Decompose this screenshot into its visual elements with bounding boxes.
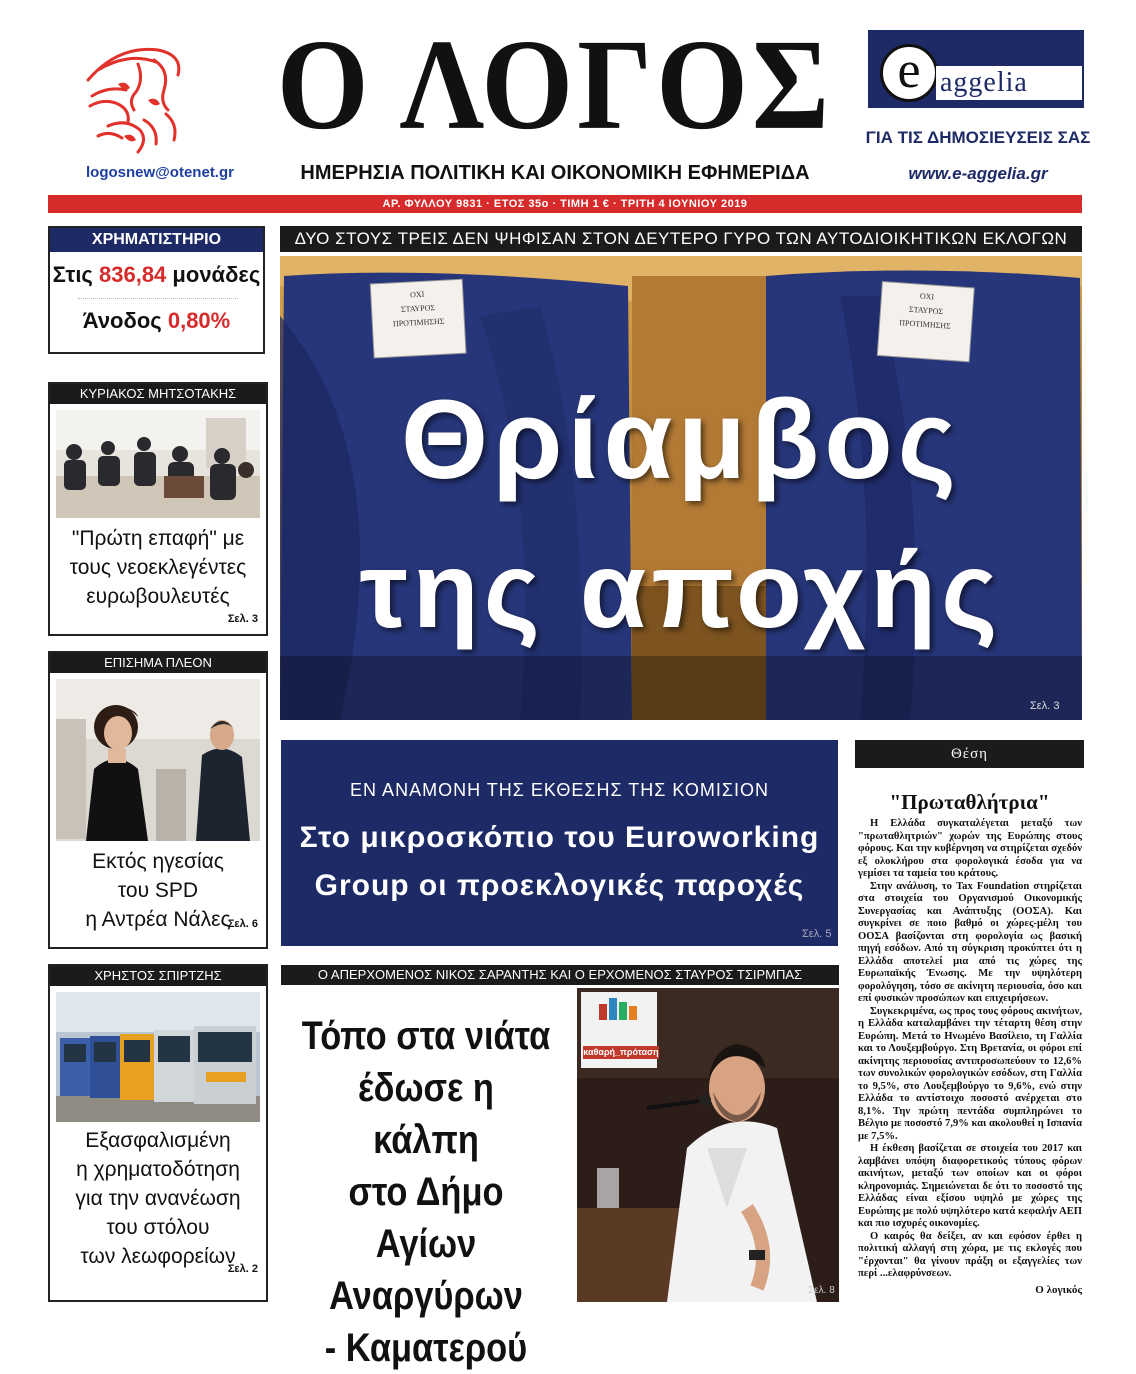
booth-sign-right-line-1: ΟΧΙ: [919, 291, 935, 302]
stock-index-value: 836,84: [99, 262, 167, 287]
stock-index-line: [50, 262, 263, 288]
eaggelia-url[interactable]: www.e-aggelia.gr: [908, 164, 1048, 183]
opinion-paragraph-2: Στην ανάλυση, το Tax Foundation στηρίζεται στα στοιχεία του Οργανισμού Οικονομικής Συνεργασίας και Ανάπτυξης (ΟΟΣΑ). Και συγκρίνει σε ποιο βαθμό οι χώρες-μέλη του ΟΟΣΑ βασίζονται στη φορολογία ως βασική πηγή εσόδων. Από τη σύγκριση προκύπτει ότι η Ελλάδα αποτελεί μια από τις χώρες της Ευρωπαϊκής Ένωσης. Με την υψηλότερη φορολόγηση, τόσο σε ακίνητη περιουσία, όσο και επί φυσικών προσώπων και επιχειρήσεων.: [858, 880, 1082, 1004]
sidebar-story-2-title-line-2: του SPD: [117, 879, 199, 902]
campaign-banner-text: καθαρή_πρόταση: [583, 1047, 659, 1057]
booth-sign-left: [371, 286, 465, 333]
main-kicker: ΔΥΟ ΣΤΟΥΣ ΤΡΕΙΣ ΔΕΝ ΨΗΦΙΣΑΝ ΣΤΟΝ ΔΕΥΤΕΡΟ ΓΥΡΟ ΤΩΝ ΑΥΤΟΔΙΟΙΚΗΤΙΚΩΝ ΕΚΛΟΓΩΝ: [294, 229, 1068, 248]
stock-index-suffix: μονάδες: [172, 262, 261, 287]
opinion-signature: Ο λογικός: [1035, 1284, 1082, 1296]
opinion-title[interactable]: "Πρωταθλήτρια": [889, 790, 1050, 814]
sidebar-story-1-page: Σελ. 3: [227, 613, 258, 625]
euroworking-headline-line-2[interactable]: Group οι προεκλογικές παροχές: [314, 869, 805, 902]
opinion-paragraph-3: Συγκεκριμένα, ως προς τους φόρους ακινήτων, η Ελλάδα καταλαμβάνει την τέταρτη θέση στην Ευρώπη. Μετά το Ηνωμένο Βασίλειο, τη Γαλλία και το Λουξεμβούργο. Στη Βρετανία, οι φόροι επί ακίνητης περιουσίας αντιπροσωπεύουν το 12,6% των συνολικών φορολογικών εσόδων, στη Γαλλία το 9,5%, στο Λουξεμβούργο το 9,6%, ενώ στην Ελλάδα το αντίστοιχο ποσοστό ανέρχεται στο 8,1%. Την πρώτη πεντάδα συμπληρώνει το Βέλγιο με ποσοστό 7,9% και ακολουθεί η Ισπανία με 7,5%.: [858, 1005, 1082, 1142]
sidebar-story-3-title-line-4: του στόλου: [106, 1216, 210, 1239]
mayor-speech-photo[interactable]: [577, 988, 839, 1302]
eaggelia-logo-letter: e: [880, 44, 938, 102]
euroworking-kicker: ΕΝ ΑΝΑΜΟΝΗ ΤΗΣ ΕΚΘΕΣΗΣ ΤΗΣ ΚΟΜΙΣΙΟΝ: [350, 780, 769, 800]
sidebar-story-1-title-line-1: "Πρώτη επαφή" με: [71, 527, 245, 550]
booth-sign-left-line-3: ΠΡΟΤΙΜΗΣΗΣ: [392, 316, 445, 329]
booth-sign-right-line-2: ΣΤΑΥΡΟΣ: [908, 304, 944, 317]
eaggelia-tagline: ΓΙΑ ΤΙΣ ΔΗΜΟΣΙΕΥΣΕΙΣ ΣΑΣ: [865, 128, 1091, 147]
sidebar-story-1-kicker: ΚΥΡΙΑΚΟΣ ΜΗΤΣΟΤΑΚΗΣ: [50, 384, 266, 404]
lower-headline[interactable]: [301, 1010, 550, 1374]
newspaper-title: Ο ΛΟΓΟΣ: [276, 12, 834, 157]
opinion-paragraph-4: Η έκθεση βασίζεται σε στοιχεία του 2017 και λαμβάνει υπόψη διαφορετικούς τύπους φόρων ακινήτων, μεταξύ των οποίων και οι φόροι κληρονομιάς. Σημειώνεται δε ότι το ποσοστό της Ελλάδας είναι εξίσου υψηλό με χώρες της Ευρώπης με πολύ υψηλότερο κατά κεφαλήν ΑΕΠ και πιο ισχυρές οικονομίες.: [858, 1143, 1082, 1229]
opinion-paragraph-5: Ο καιρός θα δείξει, αν και εφόσον έρθει η πολιτική αλλαγή στη χώρα, με τις εκλογές που "έρχονται" θα γίνουν πράξη οι εξαγγελίες των περί ...ελαφρύνσεων.: [858, 1230, 1082, 1279]
politician-photo: [56, 679, 260, 841]
stock-change-line: [50, 308, 263, 334]
lower-story-page: Σελ. 8: [808, 1285, 835, 1296]
sidebar-story-2-kicker: ΕΠΙΣΗΜΑ ΠΛΕΟΝ: [50, 653, 266, 673]
booth-sign-right-line-3: ΠΡΟΤΙΜΗΣΗΣ: [899, 318, 952, 331]
sidebar-story-2[interactable]: [48, 651, 268, 949]
euroworking-headline-line-1[interactable]: Στο μικροσκόπιο του Euroworking: [299, 821, 820, 854]
lower-headline-line-4: Αγίων Αναργύρων: [329, 1222, 523, 1318]
sidebar-story-3-title-line-2: η χρηματοδότηση: [76, 1158, 240, 1181]
sidebar-story-2-title-line-3: η Αντρέα Νάλες: [85, 908, 231, 931]
sidebar-story-3-title-line-5: των λεωφορείων: [80, 1245, 236, 1268]
newspaper-logo-figure: [78, 40, 194, 160]
euroworking-page: Σελ. 5: [802, 928, 832, 940]
booth-sign-left-line-1: ΟΧΙ: [409, 289, 425, 300]
sidebar-story-3-kicker: ΧΡΗΣΤΟΣ ΣΠΙΡΤΖΗΣ: [50, 966, 266, 986]
lower-headline-line-1: Τόπο στα νιάτα: [301, 1014, 551, 1058]
sidebar-story-3-title-line-3: για την ανανέωση: [75, 1187, 241, 1210]
stock-change-value: 0,80%: [167, 308, 231, 333]
issue-info-text: ΑΡ. ΦΥΛΛΟΥ 9831 · ΕΤΟΣ 35ο · ΤΙΜΗ 1 € · ΤΡΙΤΗ 4 ΙΟΥΝΙΟΥ 2019: [382, 198, 748, 210]
opinion-label: Θέση: [950, 746, 989, 762]
stock-market-heading: ΧΡΗΜΑΤΙΣΤΗΡΙΟ: [50, 228, 263, 252]
lower-headline-line-2: έδωσε η κάλπη: [358, 1066, 494, 1162]
main-headline-line-2[interactable]: της αποχής: [359, 529, 1003, 650]
sidebar-story-3-title-line-1: Εξασφαλισμένη: [85, 1129, 231, 1152]
newspaper-subtitle: ΗΜΕΡΗΣΙΑ ΠΟΛΙΤΙΚΗ ΚΑΙ ΟΙΚΟΝΟΜΙΚΗ ΕΦΗΜΕΡΙΔΑ: [300, 162, 810, 184]
main-headline-line-1[interactable]: Θρίαμβος: [401, 377, 961, 502]
sidebar-story-1[interactable]: [48, 382, 268, 636]
sidebar-story-3-page: Σελ. 2: [227, 1263, 258, 1275]
lower-kicker: Ο ΑΠΕΡΧΟΜΕΝΟΣ ΝΙΚΟΣ ΣΑΡΑΝΤΗΣ ΚΑΙ Ο ΕΡΧΟΜΕΝΟΣ ΣΤΑΥΡΟΣ ΤΣΙΡΜΠΑΣ: [317, 967, 803, 982]
booth-sign-left-line-2: ΣΤΑΥΡΟΣ: [400, 303, 436, 314]
sidebar-story-1-title-line-3: ευρωβουλευτές: [86, 585, 230, 608]
buses-photo: [56, 992, 260, 1122]
lower-headline-line-3: στο Δήμο: [348, 1170, 504, 1214]
stock-change-prefix: Άνοδος: [82, 308, 162, 333]
contact-email[interactable]: logosnew@otenet.gr: [86, 164, 234, 181]
eaggelia-logo-word: aggelia: [936, 66, 1082, 100]
opinion-paragraph-1: Η Ελλάδα συγκαταλέγεται μεταξύ των "πρωταθλητριών" χωρών της Ευρώπης στους φόρους. Και την κυβέρνηση να στηρίζεται σχεδόν εξ ολοκλήρου στα φορολογικά έσοδα για να γεμίσει τα ταμεία του κράτους.: [858, 818, 1082, 879]
main-story-page: Σελ. 3: [1030, 700, 1060, 712]
sidebar-story-3[interactable]: [48, 964, 268, 1302]
sidebar-story-2-title-line-1: Εκτός ηγεσίας: [92, 850, 224, 873]
sidebar-story-1-title-line-2: τους νεοεκλεγέντες: [69, 556, 247, 579]
sidebar-story-2-page: Σελ. 6: [227, 918, 258, 930]
booth-sign-right: [879, 287, 974, 335]
meeting-photo: [56, 410, 260, 518]
stock-index-prefix: Στις: [52, 262, 93, 287]
lower-headline-line-5: - Καματερού: [324, 1326, 528, 1370]
opinion-body: [858, 818, 1082, 1281]
stock-divider: [78, 298, 238, 299]
